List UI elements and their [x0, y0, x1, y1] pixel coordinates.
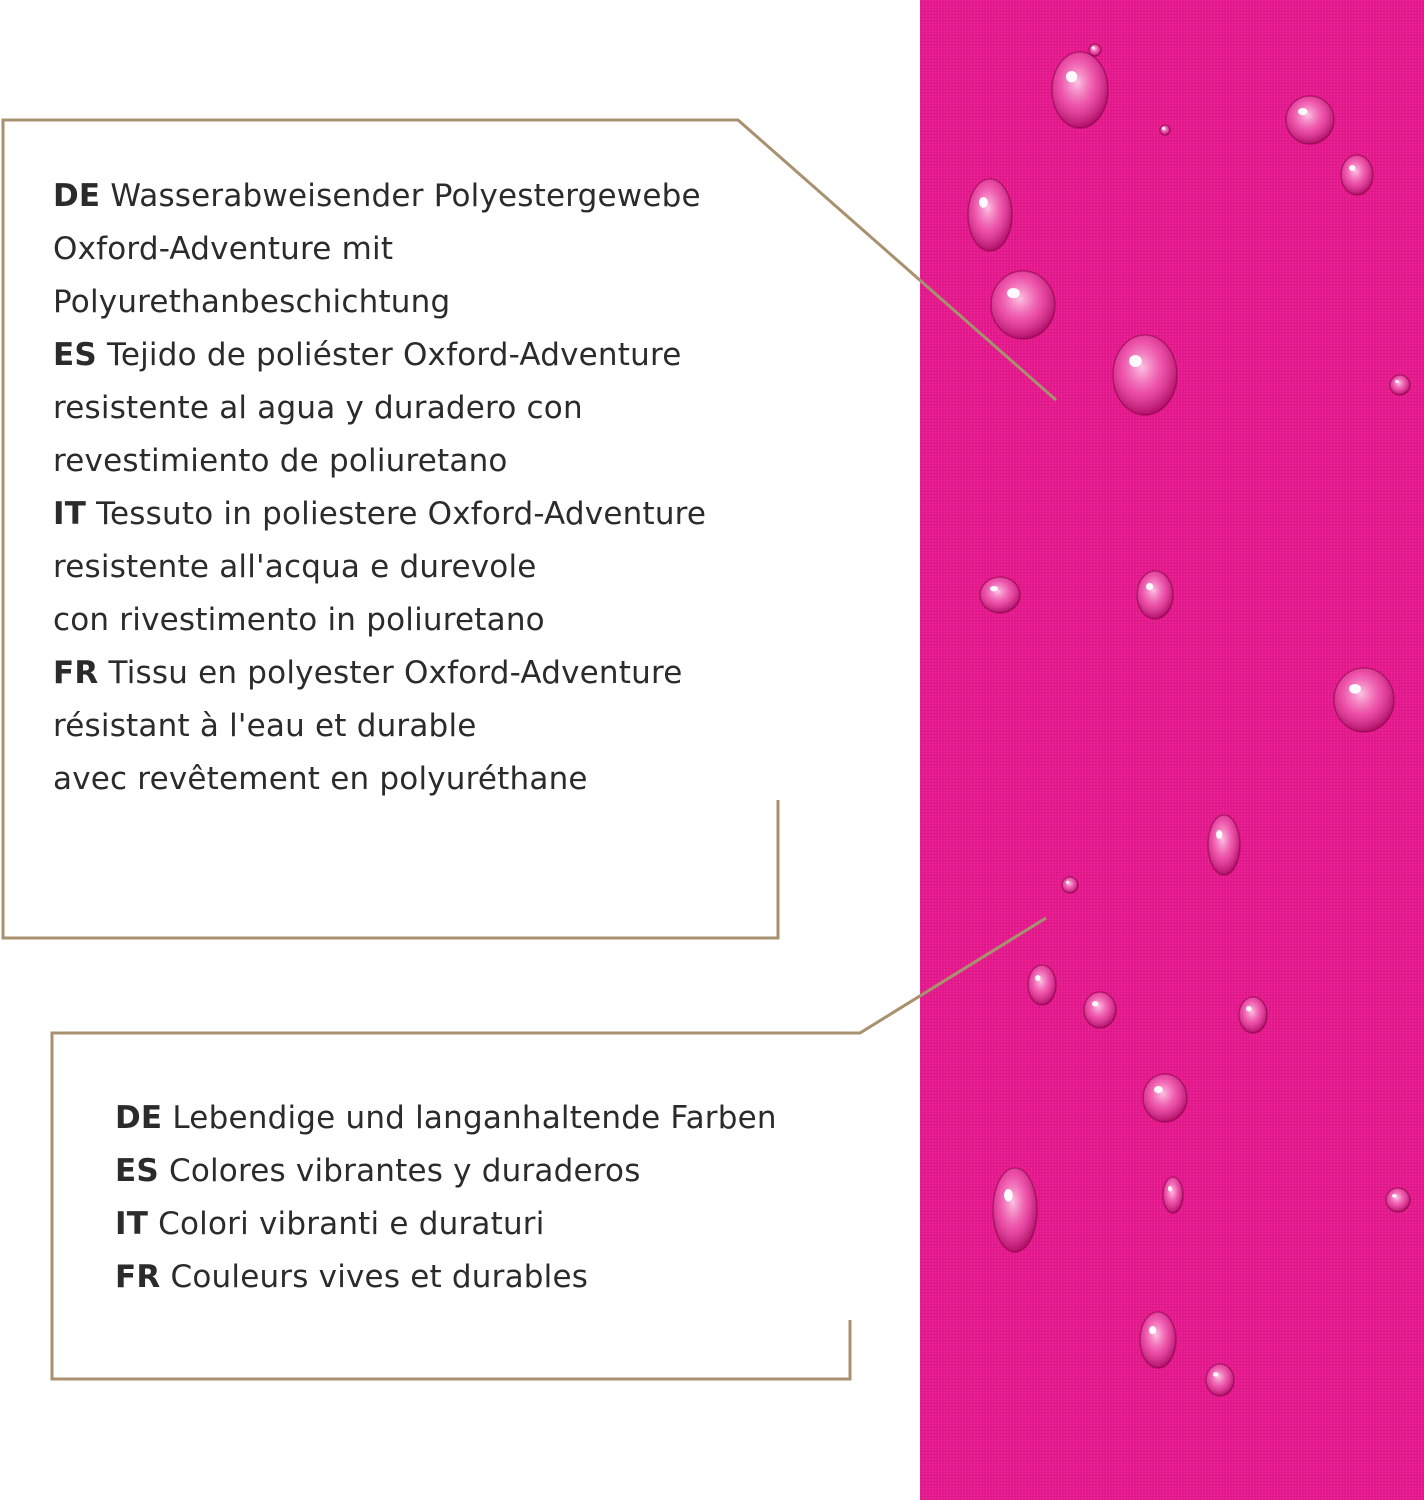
- water-droplet: [1084, 992, 1116, 1028]
- text-line: [115, 1251, 777, 1304]
- text-line: [115, 1145, 777, 1198]
- description-text: resistente al agua y duradero con: [53, 390, 583, 426]
- water-droplet: [1140, 1312, 1176, 1368]
- description-text: Tejido de poliéster Oxford-Adventure: [106, 337, 682, 373]
- pink-fabric-photo: [920, 0, 1424, 1500]
- language-code: ES: [115, 1153, 159, 1189]
- water-droplet: [1062, 877, 1078, 893]
- language-code: ES: [53, 337, 97, 373]
- text-line: [53, 594, 706, 647]
- water-droplets: [920, 0, 1424, 1500]
- description-text: résistant à l'eau et durable: [53, 708, 477, 744]
- description-text: Tessuto in poliestere Oxford-Adventure: [96, 496, 707, 532]
- water-droplet: [1334, 668, 1394, 732]
- description-text: Oxford-Adventure mit: [53, 231, 394, 267]
- water-droplet: [1286, 96, 1334, 144]
- description-text: con rivestimento in poliuretano: [53, 602, 545, 638]
- water-droplet: [991, 271, 1055, 339]
- water-droplet: [1143, 1074, 1187, 1122]
- description-text: Colores vibrantes y duraderos: [168, 1153, 641, 1189]
- water-droplet: [980, 577, 1020, 613]
- water-droplet: [1137, 571, 1173, 619]
- water-droplet: [1390, 375, 1410, 395]
- water-droplet: [1113, 335, 1177, 415]
- material-description: [53, 170, 706, 806]
- text-line: [53, 276, 706, 329]
- water-droplet: [1208, 815, 1240, 875]
- water-droplet: [993, 1168, 1037, 1252]
- text-line: [115, 1198, 777, 1251]
- water-droplet: [1160, 125, 1170, 135]
- water-droplet: [1089, 44, 1101, 56]
- description-text: Wasserabweisender Polyestergewebe: [110, 178, 701, 214]
- water-droplet: [1052, 52, 1108, 128]
- text-line: [53, 488, 706, 541]
- description-text: avec revêtement en polyuréthane: [53, 761, 588, 797]
- text-line: [53, 541, 706, 594]
- water-droplet: [1341, 155, 1373, 195]
- description-text: Polyurethanbeschichtung: [53, 284, 451, 320]
- language-code: IT: [53, 496, 87, 532]
- water-droplet: [1028, 965, 1056, 1005]
- text-line: [115, 1092, 777, 1145]
- water-droplet: [968, 179, 1012, 251]
- language-code: DE: [53, 178, 101, 214]
- water-droplet: [1163, 1177, 1183, 1213]
- language-code: IT: [115, 1206, 149, 1242]
- text-line: [53, 170, 706, 223]
- water-droplet: [1239, 997, 1267, 1033]
- language-code: DE: [115, 1100, 163, 1136]
- text-line: [53, 382, 706, 435]
- language-code: FR: [115, 1259, 161, 1295]
- water-droplet: [1386, 1188, 1410, 1212]
- description-text: Colori vibranti e duraturi: [158, 1206, 545, 1242]
- description-text: resistente all'acqua e durevole: [53, 549, 537, 585]
- description-text: revestimiento de poliuretano: [53, 443, 508, 479]
- text-line: [53, 223, 706, 276]
- description-text: Couleurs vives et durables: [170, 1259, 589, 1295]
- text-line: [53, 753, 706, 806]
- text-line: [53, 329, 706, 382]
- text-line: [53, 435, 706, 488]
- color-description: [115, 1092, 777, 1304]
- language-code: FR: [53, 655, 99, 691]
- text-line: [53, 647, 706, 700]
- text-line: [53, 700, 706, 753]
- description-text: Tissu en polyester Oxford-Adventure: [108, 655, 683, 691]
- water-droplet: [1206, 1364, 1234, 1396]
- description-text: Lebendige und langanhaltende Farben: [172, 1100, 777, 1136]
